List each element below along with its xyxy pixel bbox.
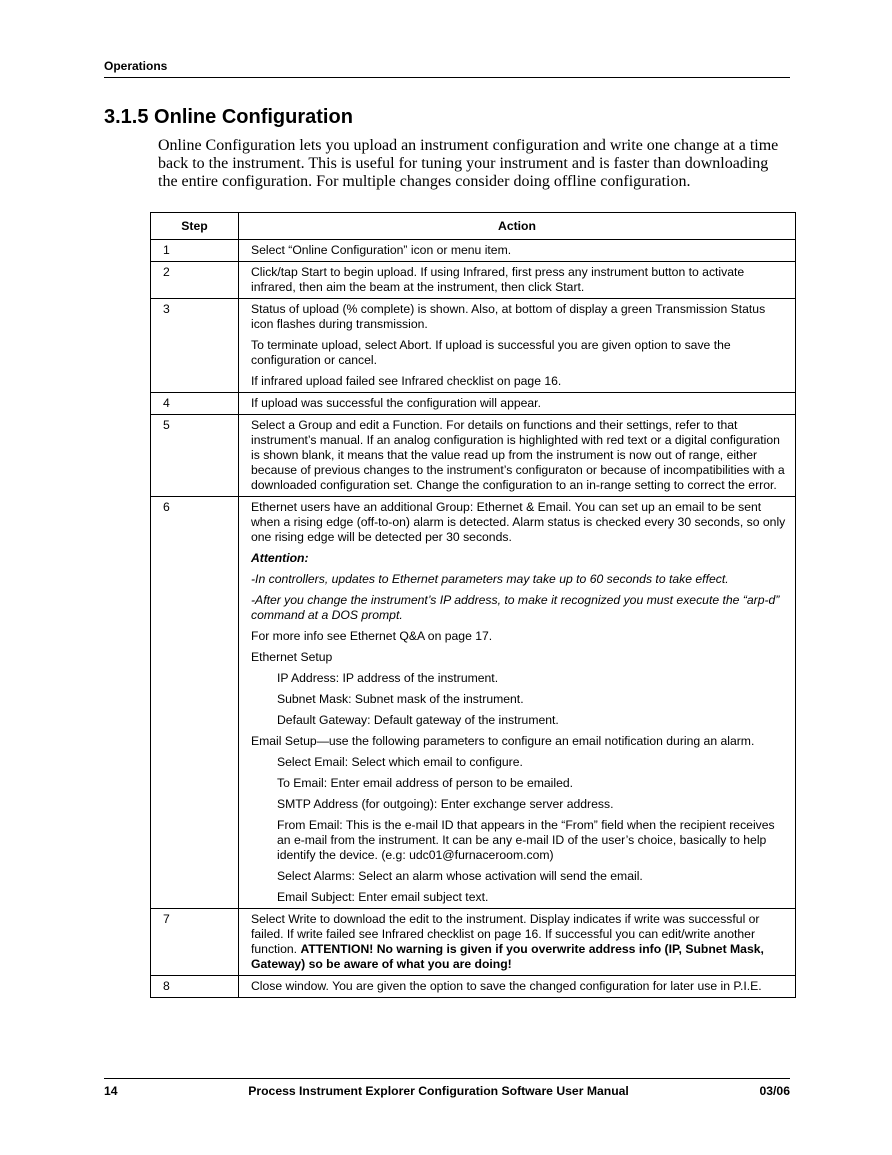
table-row [151, 976, 796, 998]
email-setup-item: Select Alarms: Select an alarm whose activation will send the email. [277, 869, 643, 883]
write-instructions: Select Write to download the edit to the instrument. Display indicates if write was successful or failed. If write failed see Infrared checklist on page 16. If successful you can edit/write another function. [251, 912, 760, 956]
step-number: 6 [151, 497, 239, 909]
table-header-row [151, 213, 796, 240]
step-action [239, 909, 796, 976]
step-action [239, 299, 796, 393]
table-row [151, 909, 796, 976]
email-setup-heading: Email Setup—use the following parameters to configure an email notification during an alarm. [251, 734, 755, 748]
email-setup-item: Email Subject: Enter email subject text. [277, 890, 489, 904]
step-action [239, 415, 796, 497]
table-row [151, 299, 796, 393]
step-action [239, 497, 796, 909]
email-setup-item: To Email: Enter email address of person to be emailed. [277, 776, 574, 790]
step-column-header: Step [151, 213, 239, 240]
ethernet-setup-item: Subnet Mask: Subnet mask of the instrument. [277, 692, 524, 706]
section-label: Operations [104, 59, 168, 73]
step-action [239, 976, 796, 998]
ethernet-setup-item: IP Address: IP address of the instrument. [277, 671, 499, 685]
ethernet-intro: Ethernet users have an additional Group: Ethernet & Email. You can set up an email to be sent when a rising edge (off-to-on) alarm is detected. Alarm status is checked every 30 seconds, so only one rising edge will be detected per 30 seconds. [251, 500, 786, 544]
action-paragraph: Status of upload (% complete) is shown. Also, at bottom of display a green Transmission Status icon flashes during transmission. [251, 302, 766, 331]
steps-table [150, 212, 796, 998]
action-paragraph: To terminate upload, select Abort. If upload is successful you are given option to save the configuration or cancel. [251, 338, 731, 367]
page-number: 14 [104, 1084, 118, 1098]
page-footer [104, 1078, 790, 1098]
email-setup-item: SMTP Address (for outgoing): Enter exchange server address. [277, 797, 614, 811]
action-paragraph: Close window. You are given the option to save the changed configuration for later use in P.I.E. [251, 979, 762, 993]
action-paragraph: If infrared upload failed see Infrared checklist on page 16. [251, 374, 562, 388]
ethernet-setup-item: Default Gateway: Default gateway of the instrument. [277, 713, 559, 727]
step-number: 1 [151, 240, 239, 262]
email-setup-item: Select Email: Select which email to configure. [277, 755, 523, 769]
table-row [151, 240, 796, 262]
action-column-header: Action [239, 213, 796, 240]
action-paragraph: Select “Online Configuration” icon or menu item. [251, 243, 512, 257]
attention-heading: Attention: [251, 551, 309, 565]
step-number: 7 [151, 909, 239, 976]
table-row [151, 393, 796, 415]
action-paragraph [251, 912, 787, 972]
step-action [239, 240, 796, 262]
action-paragraph: If upload was successful the configuration will appear. [251, 396, 541, 410]
running-header [104, 57, 790, 78]
step-action [239, 262, 796, 299]
table-row [151, 415, 796, 497]
action-paragraph: Select a Group and edit a Function. For details on functions and their settings, refer to that instrument’s manual. If an analog configuration is highlighted with red text or a digital configuration is shown blank, it means that the value read up from the instrument is now out of range, either because of previous changes to the instrument’s configuraton or because of incompatibilities with a downloaded configuration set. Change the configuration to an in-range setting to correct the error. [251, 418, 785, 492]
table-row [151, 497, 796, 909]
intro-paragraph: Online Configuration lets you upload an instrument configuration and write one change at a time back to the instrument. This is useful for tuning your instrument and is faster than downloading the entire configuration. For multiple changes consider doing offline configuration. [158, 137, 779, 190]
action-paragraph: Click/tap Start to begin upload. If using Infrared, first press any instrument button to activate infrared, then aim the beam at the instrument, then click Start. [251, 265, 745, 294]
step-action [239, 393, 796, 415]
more-info-text: For more info see Ethernet Q&A on page 17. [251, 629, 493, 643]
email-setup-item: From Email: This is the e-mail ID that appears in the “From” field when the recipient receives an e-mail from the instrument. It can be any e-mail ID of the user’s choice, basically to help identify the device. (e.g: udc01@furnaceroom.com) [277, 818, 775, 862]
attention-note: -In controllers, updates to Ethernet parameters may take up to 60 seconds to take effect. [251, 572, 729, 586]
publication-date: 03/06 [759, 1084, 790, 1098]
manual-title: Process Instrument Explorer Configuration Software User Manual [248, 1084, 629, 1098]
attention-note: -After you change the instrument’s IP address, to make it recognized you must execute the “arp-d” command at a DOS prompt. [251, 593, 780, 622]
step-number: 3 [151, 299, 239, 393]
step-number: 2 [151, 262, 239, 299]
step-number: 4 [151, 393, 239, 415]
section-title: 3.1.5 Online Configuration [104, 106, 353, 128]
step-number: 5 [151, 415, 239, 497]
step-number: 8 [151, 976, 239, 998]
ethernet-setup-heading: Ethernet Setup [251, 650, 333, 664]
overwrite-warning: ATTENTION! No warning is given if you overwrite address info (IP, Subnet Mask, Gateway) so be aware of what you are doing! [251, 942, 764, 971]
table-row [151, 262, 796, 299]
